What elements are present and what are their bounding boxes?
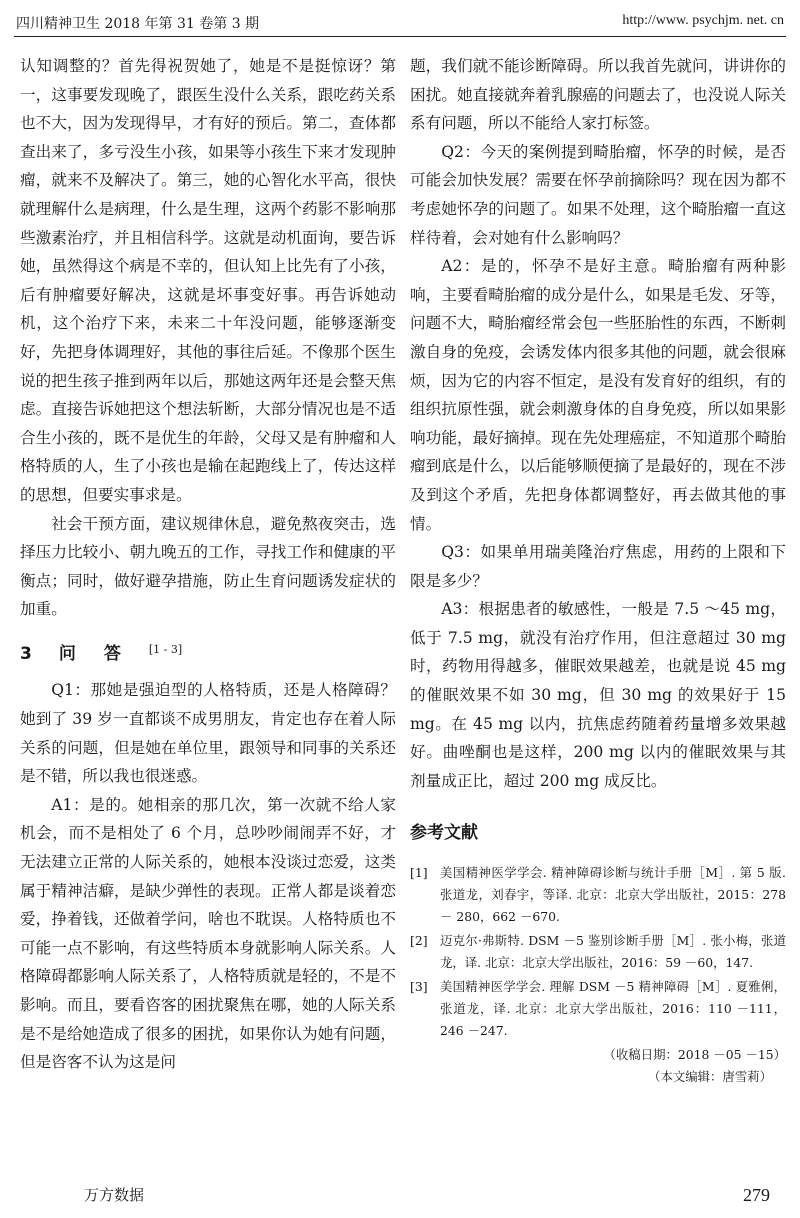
section-number: 3 <box>20 643 33 664</box>
journal-issue: 四川精神卫生 2018 年第 31 卷第 3 期 <box>16 16 260 32</box>
reference-item <box>410 862 786 928</box>
right-column <box>410 52 786 1088</box>
received-date: （收稿日期：2018 －05 －15） <box>603 1047 786 1063</box>
running-header <box>14 10 786 37</box>
question-2: Q2：今天的案例提到畸胎瘤，怀孕的时候，是否可能会加快发展？需要在怀孕前摘除吗？现在因为都不考虑她怀孕的问题了。如果不处理，这个畸胎瘤一直这样待着，会对她有什么影响吗？ <box>410 142 786 247</box>
section-heading <box>20 636 396 669</box>
reference-text: 迈克尔·弗斯特. DSM －5 鉴别诊断手册［M］. 张小梅，张道龙，译. 北京：北京大学出版社，2016：59 －60，147. <box>440 933 786 971</box>
reference-text: 美国精神医学学会. 理解 DSM －5 精神障碍［M］. 夏雅俐，张道龙，译. 北京：北京大学出版社，2016：110 －111，246 －247. <box>440 979 786 1039</box>
reference-text: 美国精神医学学会. 精神障碍诊断与统计手册［M］. 第 5 版. 张道龙，刘春宇，等译. 北京：北京大学出版社，2015：278 － 280，662 －670. <box>440 865 786 925</box>
answer-1: A1：是的。她相亲的那几次，第一次就不给人家机会，而不是相处了 6 个月，总吵吵闹闹弄不好，才无法建立正常的人际关系的，她根本没谈过恋爱，这类属于精神洁癖，是缺少弹性的表现。正常人都是谈着恋爱，挣着钱，还做着学问，啥也不耽误。人格特质也不可能一点不影响，有这些特质本身就影响人际关系。人格障碍都影响人际关系了，人格特质就是轻的，不是不影响。而且，要看咨客的困扰聚焦在哪，她的人际关系是不是给她造成了很多的困扰，如果你认为她有问题，但是咨客不认为这是问 <box>20 795 396 1072</box>
section-title: 问答 <box>58 643 149 664</box>
reference-number: [2] <box>410 933 428 949</box>
reference-item <box>410 976 786 1042</box>
reference-number: [3] <box>410 979 428 995</box>
reference-number: [1] <box>410 865 428 881</box>
paragraph: 认知调整的？首先得祝贺她了，她是不是挺惊讶？第一，这事要发现晚了，跟医生没什么关系，跟吃药关系也不大，因为发现得早，才有好的预后。第二，查体都查出来了，多亏没生小孩，如果等小孩生下来才发现肿瘤，就来不及解决了。第三，她的心智化水平高，很快就理解什么是病理，什么是生理，这两个药影不影响那些激素治疗，并且相信科学。这就是动机面询，要告诉她，虽然得这个病是不幸的，但认知上比先有了小孩，后有肿瘤要好解决，这就是坏事变好事。再告诉她动机，这个治疗下来，未来二十年没问题，能够逐渐变好，先把身体调理好，其他的事往后延。不像那个医生说的把生孩子推到两年以后，那她这两年还是会整天焦虑。直接告诉她把这个想法斩断，大部分情况也是不适合生小孩的，既不是优生的年龄，父母又是有肿瘤和人格特质的人，生了小孩也是输在起跑线上了，传达这样的思想，但要实事求是。 <box>20 57 396 504</box>
journal-url[interactable]: http://www. psychjm. net. cn <box>622 13 784 28</box>
answer-3: A3：根据患者的敏感性，一般是 7.5 ～45 mg，低于 7.5 mg，就没有治疗作用，但注意超过 30 mg 时，药物用得越多，催眠效果越差，也就是说 45 mg 的催眠效果不如 30 mg，但 30 mg 的效果好于 15 mg。在 45 mg 以内，抗焦虑药随着药量增多效果越好。曲唑酮也是这样，200 mg 以内的催眠效果与其剂量成正比，超过 200 mg 成反比。 <box>410 600 786 790</box>
paragraph: 题，我们就不能诊断障碍。所以我首先就问，讲讲你的困扰。她直接就奔着乳腺癌的问题去了，也没说人际关系有问题，所以不能给人家打标签。 <box>410 57 786 133</box>
question-3: Q3：如果单用瑞美隆治疗焦虑，用药的上限和下限是多少？ <box>410 543 786 590</box>
references-heading: 参考文献 <box>410 823 478 844</box>
editor-note: （本文编辑：唐雪莉） <box>648 1069 772 1085</box>
page-number: 279 <box>743 1185 770 1205</box>
answer-2: A2：是的，怀孕不是好主意。畸胎瘤有两种影响，主要看畸胎瘤的成分是什么，如果是毛发、牙等，问题不大，畸胎瘤经常会包一些胚胎性的东西，不断刺激自身的免疫，会诱发体内很多其他的问题，就会很麻烦，因为它的内容不恒定，是没有发育好的组织，有的组织抗原性强，就会刺激身体的自身免疫，所以如果影响功能，最好摘掉。现在先处理癌症，不知道那个畸胎瘤到底是什么，以后能够顺便摘了是最好的，现在不涉及到这个矛盾，先把身体都调整好，再去做其他的事情。 <box>410 257 786 533</box>
left-column <box>20 52 396 1077</box>
reference-item <box>410 930 786 974</box>
citation: [1 - 3] <box>148 642 183 656</box>
source-watermark: 万方数据 <box>84 1186 145 1204</box>
paragraph: 社会干预方面，建议规律休息，避免熬夜突击，选择压力比较小、朝九晚五的工作，寻找工作和健康的平衡点；同时，做好避孕措施，防止生育问题诱发症状的加重。 <box>20 514 396 619</box>
question-1: Q1：那她是强迫型的人格特质，还是人格障碍？她到了 39 岁一直都谈不成男朋友，肯定也存在着人际关系的问题，但是她在单位里，跟领导和同事的关系还是不错，所以我也很迷惑。 <box>20 681 396 786</box>
